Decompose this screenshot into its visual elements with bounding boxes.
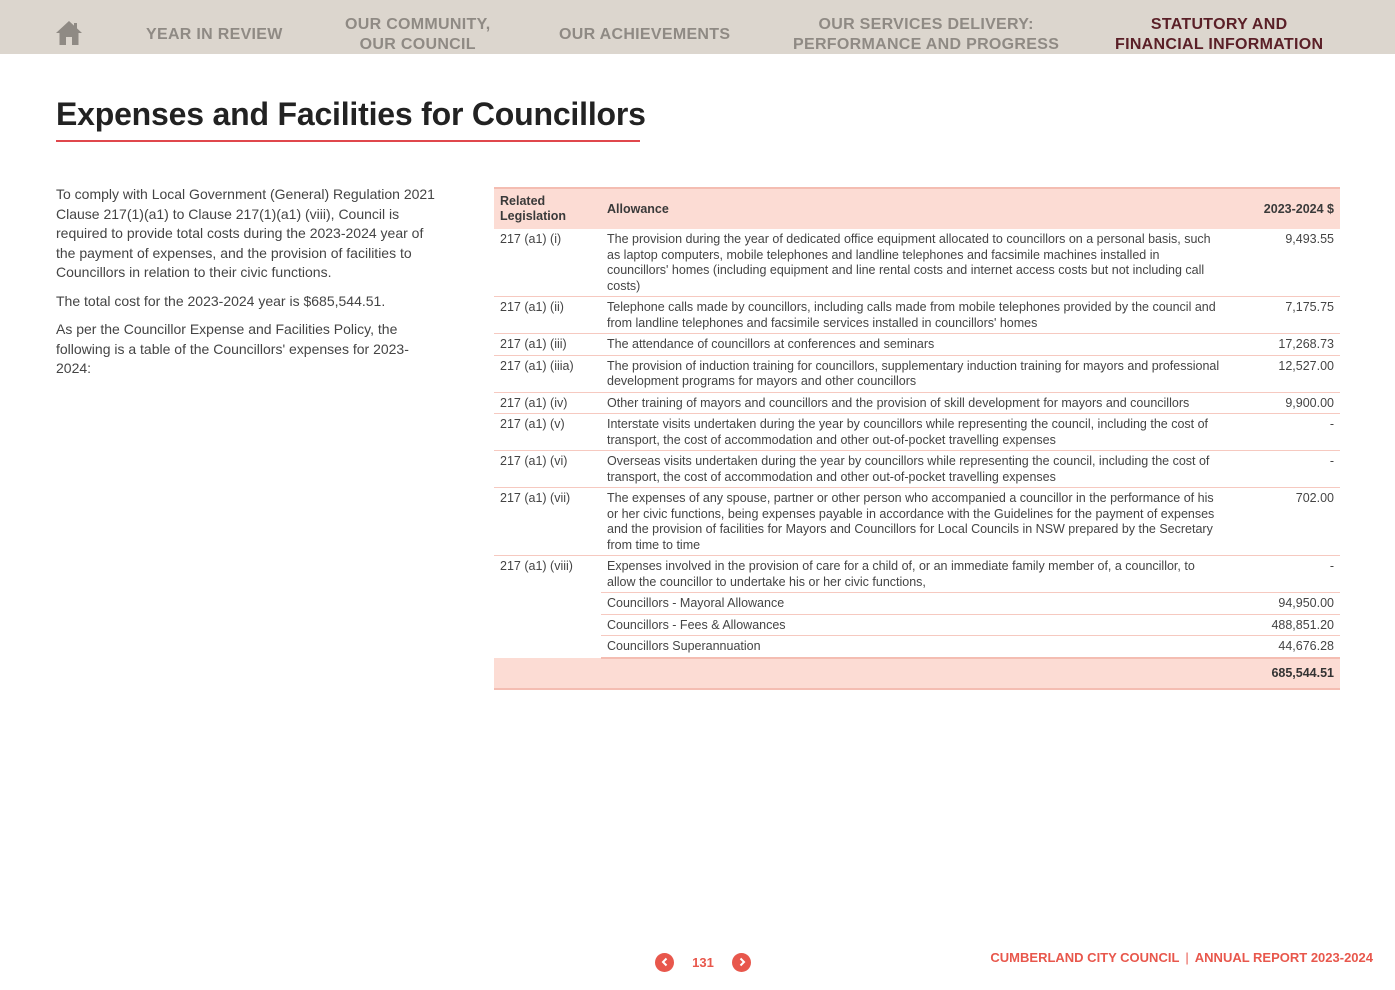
home-icon[interactable] xyxy=(55,20,83,46)
total-empty-2 xyxy=(601,658,1230,690)
row-amount: - xyxy=(1230,556,1340,593)
row-allowance: Councillors - Mayoral Allowance xyxy=(601,593,1230,615)
nav-our-services-line1: OUR SERVICES DELIVERY: xyxy=(818,16,1034,33)
row-amount: 44,676.28 xyxy=(1230,636,1340,658)
row-amount: 12,527.00 xyxy=(1230,355,1340,392)
row-legislation: 217 (a1) (vii) xyxy=(494,488,601,556)
nav-our-services-line2: PERFORMANCE AND PROGRESS xyxy=(793,36,1060,53)
row-amount: - xyxy=(1230,414,1340,451)
row-amount: 17,268.73 xyxy=(1230,334,1340,356)
page-navigation xyxy=(655,952,751,972)
nav-our-community-line2: OUR COUNCIL xyxy=(359,36,476,53)
row-allowance: Councillors - Fees & Allowances xyxy=(601,614,1230,636)
expenses-table-container xyxy=(494,187,1340,690)
page-title: Expenses and Facilities for Councillors xyxy=(56,96,646,132)
row-legislation: 217 (a1) (viii) xyxy=(500,559,573,573)
chevron-left-icon[interactable] xyxy=(655,953,674,972)
row-amount: 9,900.00 xyxy=(1230,392,1340,414)
row-legislation-empty xyxy=(494,614,601,636)
nav-statutory-financial[interactable] xyxy=(1115,15,1323,55)
row-legislation-empty xyxy=(494,593,601,615)
total-empty-1 xyxy=(494,658,601,690)
footer-separator: | xyxy=(1185,950,1189,965)
nav-our-community-line1: OUR COMMUNITY, xyxy=(345,16,491,33)
header-amount: 2023-2024 $ xyxy=(1263,201,1334,216)
intro-paragraph-2: The total cost for the 2023-2024 year is $685,544.51. xyxy=(56,292,386,309)
row-legislation: 217 (a1) (iii) xyxy=(494,334,601,356)
footer-branding xyxy=(990,950,1373,965)
table-row xyxy=(494,488,1340,556)
nav-our-achievements-label: OUR ACHIEVEMENTS xyxy=(559,26,731,43)
page-number: 131 xyxy=(692,954,714,970)
table-row xyxy=(494,556,1340,593)
row-allowance: Other training of mayors and councillors and the provision of skill development for mayors and councillors xyxy=(601,392,1230,414)
nav-statutory-line2: FINANCIAL INFORMATION xyxy=(1115,36,1324,53)
intro-text xyxy=(56,185,436,388)
row-allowance: The expenses of any spouse, partner or other person who accompanied a councillor in the performance of his or her civic functions, being expenses payable in accordance with the Guidelines for the payment of expenses and the provision of facilities for Mayors and Councillors for Local Councils in NSW prepared by the Secretary from time to time xyxy=(601,488,1230,556)
table-total-row xyxy=(494,658,1340,690)
table-sub-row xyxy=(494,593,1340,615)
nav-our-achievements[interactable] xyxy=(559,25,730,45)
nav-statutory-line1: STATUTORY AND xyxy=(1150,16,1288,33)
table-row xyxy=(494,451,1340,488)
row-legislation-empty xyxy=(494,636,601,658)
row-amount: 94,950.00 xyxy=(1230,593,1340,615)
nav-year-in-review-label: YEAR IN REVIEW xyxy=(146,26,283,43)
table-sub-row xyxy=(494,636,1340,658)
table-row xyxy=(494,297,1340,334)
nav-year-in-review[interactable] xyxy=(146,25,283,45)
row-legislation: 217 (a1) (iiia) xyxy=(494,355,601,392)
intro-paragraph-3: As per the Councillor Expense and Facilities Policy, the following is a table of the Councillors' expenses for 2023-2024: xyxy=(56,321,409,376)
header-allowance: Allowance xyxy=(607,201,669,216)
table-sub-row xyxy=(494,614,1340,636)
row-amount: 488,851.20 xyxy=(1230,614,1340,636)
row-legislation: 217 (a1) (iv) xyxy=(494,392,601,414)
table-row xyxy=(494,229,1340,297)
row-amount: 9,493.55 xyxy=(1230,229,1340,297)
row-allowance: Telephone calls made by councillors, including calls made from mobile telephones provided by the council and from landline telephones and facsimile services installed in councillors' homes xyxy=(601,297,1230,334)
table-row xyxy=(494,355,1340,392)
chevron-right-icon[interactable] xyxy=(732,953,751,972)
row-legislation: 217 (a1) (v) xyxy=(494,414,601,451)
nav-our-community[interactable] xyxy=(345,15,491,55)
row-legislation: 217 (a1) (ii) xyxy=(494,297,601,334)
row-allowance: The attendance of councillors at conferences and seminars xyxy=(601,334,1230,356)
row-allowance: The provision during the year of dedicated office equipment allocated to councillors on a personal basis, such as laptop computers, mobile telephones and landline telephones and facsimile machines installed in councillors' homes (including equipment and line rental costs and internet access costs but not including call costs) xyxy=(601,229,1230,297)
row-legislation: 217 (a1) (i) xyxy=(494,229,601,297)
row-amount: 702.00 xyxy=(1230,488,1340,556)
row-amount: 7,175.75 xyxy=(1230,297,1340,334)
intro-paragraph-1: To comply with Local Government (General) Regulation 2021 Clause 217(1)(a1) to Clause 217(1)(a1) (viii), Council is required to provide total costs during the 2023-2024 year of the payment of expenses, and the provision of facilities to Councillors in relation to their civic functions. xyxy=(56,186,435,280)
table-row xyxy=(494,392,1340,414)
title-underline xyxy=(56,140,640,142)
row-allowance: Interstate visits undertaken during the year by councillors while representing the council, including the cost of transport, the cost of accommodation and other out-of-pocket travelling expenses xyxy=(601,414,1230,451)
table-header-row xyxy=(494,188,1340,229)
row-allowance: The provision of induction training for councillors, supplementary induction training for mayors and professional development programs for mayors and other councillors xyxy=(601,355,1230,392)
table-row xyxy=(494,334,1340,356)
row-allowance: Expenses involved in the provision of care for a child of, or an immediate family member of, a councillor, to allow the councillor to undertake his or her civic functions, xyxy=(601,556,1230,593)
top-navigation xyxy=(0,0,1395,54)
table-row xyxy=(494,414,1340,451)
row-amount: - xyxy=(1230,451,1340,488)
row-allowance: Councillors Superannuation xyxy=(601,636,1230,658)
total-amount: 685,544.51 xyxy=(1271,665,1334,680)
header-related-legislation: Related Legislation xyxy=(500,194,566,223)
row-legislation: 217 (a1) (vi) xyxy=(494,451,601,488)
nav-our-services-delivery[interactable] xyxy=(793,15,1059,55)
row-allowance: Overseas visits undertaken during the year by councillors while representing the council, including the cost of transport, the cost of accommodation and other out-of-pocket travelling expenses xyxy=(601,451,1230,488)
footer-org-name: CUMBERLAND CITY COUNCIL xyxy=(990,950,1180,965)
footer-report-name: ANNUAL REPORT 2023-2024 xyxy=(1194,950,1373,965)
expenses-table xyxy=(494,187,1340,690)
